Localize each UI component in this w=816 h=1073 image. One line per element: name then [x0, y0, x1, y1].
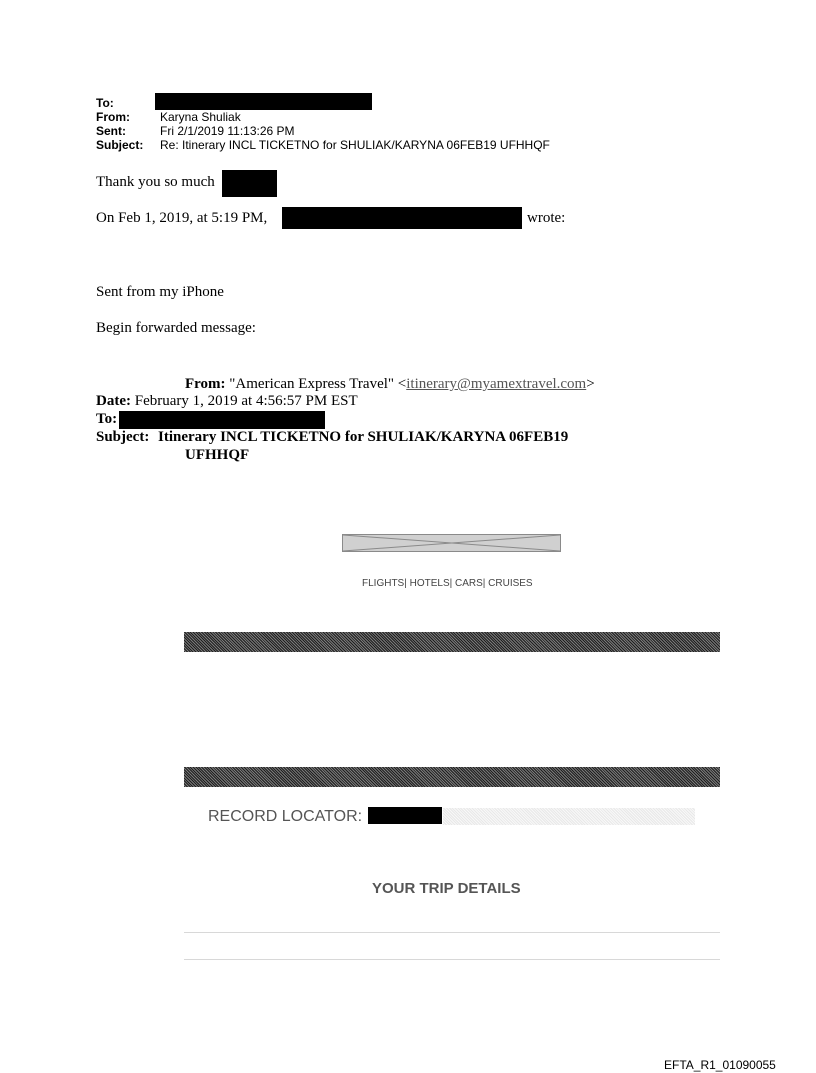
forwarded-subject-line1: Itinerary INCL TICKETNO for SHULIAK/KARYNA 06FEB19 — [158, 429, 569, 445]
redacted-record-locator — [368, 807, 442, 824]
banner-top — [184, 632, 720, 652]
banner-bottom — [184, 767, 720, 787]
to-label: To: — [96, 96, 114, 110]
redacted-sender — [282, 207, 522, 229]
record-locator-field — [443, 808, 695, 825]
broken-image-icon — [342, 534, 561, 552]
forwarded-from-label: From: — [185, 376, 226, 392]
subject-value: Re: Itinerary INCL TICKETNO for SHULIAK/KARYNA 06FEB19 UFHHQF — [160, 138, 550, 152]
forwarded-to-label: To: — [96, 411, 118, 427]
wrote-text: wrote: — [527, 210, 566, 226]
thanks-text: Thank you so much — [96, 174, 215, 190]
forwarded-from-close: > — [586, 376, 595, 392]
sent-value: Fri 2/1/2019 11:13:26 PM — [160, 124, 295, 138]
on-date-text: On Feb 1, 2019, at 5:19 PM, — [96, 210, 268, 226]
forwarded-date-value: February 1, 2019 at 4:56:57 PM EST — [134, 393, 358, 409]
subject-label: Subject: — [96, 138, 144, 152]
broken-image-placeholder — [342, 534, 561, 552]
redacted-forwarded-to — [119, 411, 325, 429]
from-value: Karyna Shuliak — [160, 110, 241, 124]
record-locator-label: RECORD LOCATOR: — [208, 808, 363, 825]
forwarded-from — [185, 376, 595, 393]
divider-2 — [184, 959, 720, 960]
forwarded-from-name: "American Express Travel" < — [229, 376, 407, 392]
begin-forwarded-text: Begin forwarded message: — [96, 320, 256, 336]
forwarded-subject-label: Subject: — [96, 429, 150, 445]
sent-label: Sent: — [96, 124, 126, 138]
trip-details-heading: YOUR TRIP DETAILS — [372, 880, 521, 897]
travel-nav-links[interactable]: FLIGHTS| HOTELS| CARS| CRUISES — [362, 578, 533, 589]
redacted-recipient — [155, 93, 372, 110]
forwarded-subject-line2: UFHHQF — [185, 447, 250, 463]
divider-1 — [184, 932, 720, 933]
forwarded-date-label: Date: — [96, 393, 131, 409]
from-label: From: — [96, 110, 130, 124]
document-id: EFTA_R1_01090055 — [664, 1058, 776, 1072]
forwarded-from-email[interactable]: itinerary@myamextravel.com — [406, 376, 587, 392]
sent-from-text: Sent from my iPhone — [96, 284, 224, 300]
redacted-name — [222, 170, 277, 197]
forwarded-date — [96, 393, 358, 410]
